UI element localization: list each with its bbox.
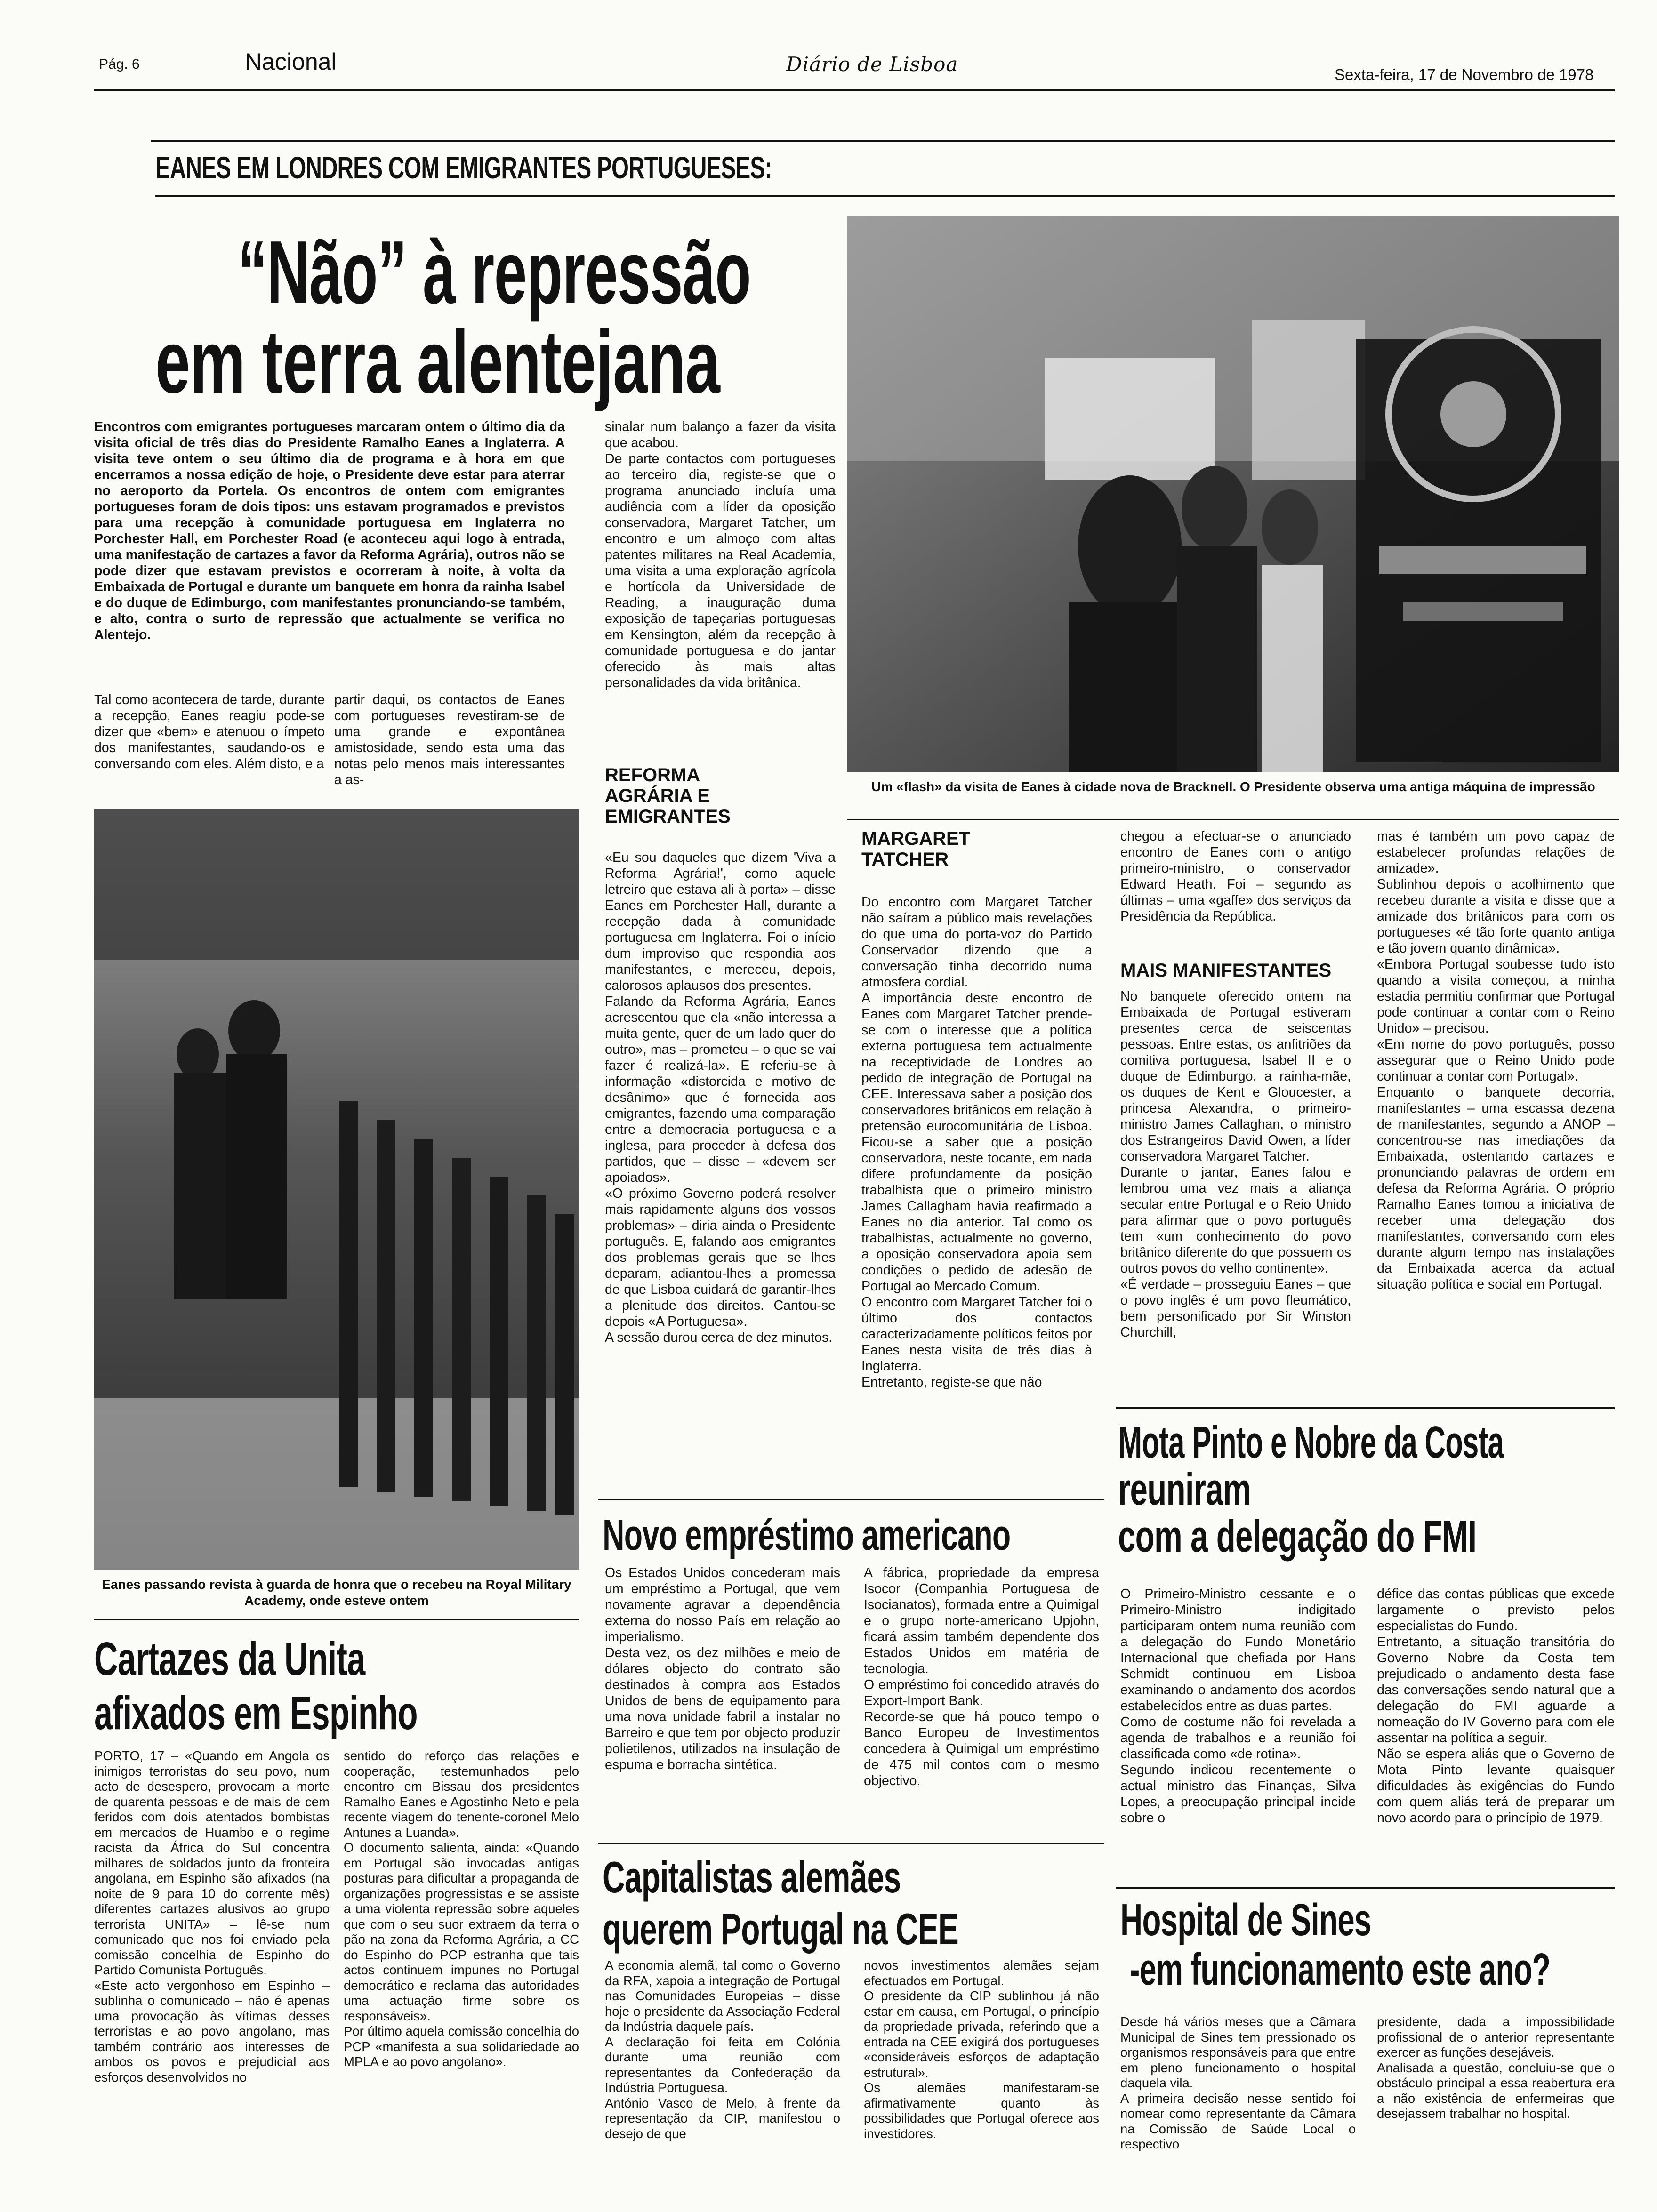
sines-headline-line1: Hospital de Sines: [1120, 1895, 1371, 1945]
main-col-3b: «Eu sou daqueles que dizem 'Viva a Reforma Agrária!', como aquele letreiro que estava ali à porta» – disse Eanes em Porchester Hall, durante a recepção dada à comunidade portuguesa em Inglaterra. Foi o início dum improviso que respondia aos manifestantes, e mereceu, depois, calorosos aplausos dos presentes. Falando da Reforma Agrária, Eanes acrescentou que ela «não interessa a muita gente, quer de um lado quer do outro», mas – prometeu – o que se vai fazer é realizá-la». E referiu-se à informação «distorcida e motivo de desânimo» que é fornecida aos emigrantes, fazendo uma comparação entre a democracia portuguesa e a inglesa, para proceder à defesa dos partidos, que – disse – «devem ser apoiados». «O próximo Governo poderá resolver mais rapidamente alguns dos vossos problemas» – diria ainda o Presidente português. E, falando aos emigrantes dos problemas gerais que se lhes deparam, adiantou-lhes a promessa de que Lisboa cuidará de garantir-lhes a plenitude dos direitos. Cantou-se depois «A Portuguesa». A sessão durou cerca de dez minutos.: [605, 850, 836, 1345]
capitalistas-col-2: novos investimentos alemães sejam efectuados em Portugal. O presidente da CIP sublinhou já não estar em causa, em Portugal, o princípio da propriedade privada, referindo que a entrada na CEE exigirá dos portugueses «consideráveis esforços de adaptação estrutural». Os alemães manifestaram-se afirmativamente quanto às possibilidades que Portugal oferece aos investidores.: [864, 1958, 1099, 2141]
main-col-6: mas é também um povo capaz de estabelecer profundas relações de amizade». Sublinhou depois o acolhimento que recebeu durante a visita e disse que a amizade dos britânicos para com os portugueses «é tão forte quanto antiga e tão jovem quanto dinâmica». «Embora Portugal soubesse tudo isto quando a visita começou, a minha estadia permitiu confirmar que Portugal pode continuar a contar com o Reino Unido» – precisou. «Em nome do povo português, posso assegurar que o Reino Unido pode continuar a contar com Portugal». Enquanto o banquete decorria, manifestantes – uma escassa dezena de manifestantes, segundo a ANOP – concentrou-se nas imediações da Embaixada, ostentando cartazes e pronunciando palavras de ordem em defesa da Reforma Agrária. O próprio Ramalho Eanes tomou a iniciativa de receber uma delegação dos manifestantes, conversando com eles durante algum tempo nas instalações da Embaixada acerca da actual situação política e social em Portugal.: [1377, 829, 1615, 1292]
kicker-headline: EANES EM LONDRES COM EMIGRANTES PORTUGUESES:: [155, 150, 772, 185]
emprestimo-top-rule: [598, 1499, 1104, 1500]
kicker-rule: [151, 140, 1615, 142]
sines-top-rule: [1116, 1887, 1615, 1889]
section-name: Nacional: [245, 48, 337, 75]
bracknell-photo: [847, 216, 1619, 772]
main-col-2: partir daqui, os contactos de Eanes com portugueses revestiram-se de uma grande e expontânea amistosidade, sendo esta uma das notas pelo menos mais interessantes a as-: [334, 692, 565, 787]
unita-col-1: PORTO, 17 – «Quando em Angola os inimigos terroristas do seu povo, num acto de desespero, provocam a morte de quarenta pessoas e de mais de cem feridos com dois atentados bombistas em mercados de Huambo e o regime racista da África do Sul concentra milhares de soldados junto da fronteira angolana, em Espinho são afixados (na noite de 9 para 10 do corrente mês) diferentes cartazes alusivos ao grupo terrorista UNITA» – lê-se num comunicado que nos foi enviado pela comissão concelhia de Espinho do Partido Comunista Português. «Este acto vergonhoso em Espinho – sublinha o comunicado – não é apenas uma provocação às vítimas desses terroristas e ao povo angolano, mas também contrário aos interesses de ambos os povos e prejudicial aos esforços desenvolvidos no: [94, 1748, 330, 2084]
mota-pinto-headline-line3: com a delegação do FMI: [1118, 1511, 1477, 1562]
subhead-reforma-agraria: REFORMA AGRÁRIA E EMIGRANTES: [605, 765, 731, 827]
main-lead: Encontros com emigrantes portugueses marcaram ontem o último dia da visita oficial de três dias do Presidente Ramalho Eanes a Inglaterra. A visita teve ontem o seu último dia de programa e à hora em que encerramos a nossa edição de hoje, o Presidente deve estar para aterrar no aeroporto da Portela. Os encontros de ontem com emigrantes portugueses foram de dois tipos: uns estavam programados e previstos para uma recepção à comunidade portuguesa em Inglaterra no Porchester Hall, em Porchester Road (e aconteceu aqui logo à entrada, uma manifestação de cartazes a favor da Reforma Agrária), outros não se pode dizer que estavam previstos e ocorreram à noite, à volta da Embaixada de Portugal e durante um banquete em honra da rainha Isabel e do duque de Edimburgo, com manifestantes pronunciando-se também, e alto, contra o surto de repressão que actualmente se verifica no Alentejo.: [94, 419, 565, 642]
unita-top-rule: [94, 1619, 579, 1620]
mota-pinto-headline-line1: Mota Pinto e Nobre da Costa: [1118, 1417, 1504, 1467]
capitalistas-col-1: A economia alemã, tal como o Governo da RFA, xapoia a integração de Portugal nas Comunidades Europeias – disse hoje o presidente da Associação Federal da Indústria daquele país. A declaração foi feita em Colónia durante uma reunião com representantes da Confederação da Indústria Portuguesa. António Vasco de Melo, à frente da representação da CIP, manifestou o desejo de que: [605, 1958, 840, 2141]
masthead-rule: [94, 89, 1615, 91]
guard-photo-caption: Eanes passando revista à guarda de honra que o recebeu na Royal Military Academy, onde esteve ontem: [102, 1577, 571, 1608]
main-col-5b: No banquete oferecido ontem na Embaixada de Portugal estiveram presentes cerca de seiscentas pessoas. Entre estas, os anfitriões da comitiva portuguesa, Isabel II e o duque de Edimburgo, a rainha-mãe, os duques de Kent e Gloucester, a princesa Alexandra, o primeiro-ministro James Callaghan, o ministro dos Estrangeiros David Owen, a líder conservadora Margaret Tatcher. Durante o jantar, Eanes falou e lembrou uma vez mais a aliança secular entre Portugal e o Reio Unido para afirmar que o povo português tem «um conhecimento do povo britânico diferente do que possuem os outros povos do velho continente». «É verdade – prosseguiu Eanes – que o povo inglês é um povo fleumático, bem personificado por Sir Winston Churchill,: [1120, 989, 1351, 1340]
capitalistas-headline-line1: Capitalistas alemães: [603, 1852, 901, 1902]
guard-of-honour-photo: [94, 809, 579, 1570]
main-col-4: Do encontro com Margaret Tatcher não saíram a público mais revelações do que uma do porta-voz do Partido Conservador dizendo que a conversação tinha decorrido numa atmosfera cordial. A importância deste encontro de Eanes com Margaret Tatcher prende-se com o interesse que a política externa portuguesa tem actualmente na receptividade de Londres ao pedido de integração de Portugal na CEE. Interessava saber a posição dos conservadores britânicos em relação à pretensão eurocomunitária de Lisboa. Ficou-se a saber que a posição conservadora, neste tocante, em nada difere profundamente da posição trabalhista que o primeiro ministro James Callagham havia reafirmado a Eanes no dia anterior. Tal como os trabalhistas, actualmente no governo, a oposição conservadora apoia sem condições o pedido de adesão de Portugal ao Mercado Comum. O encontro com Margaret Tatcher foi o último dos contactos caracterizadamente políticos feitos por Eanes nesta visita de três dias à Inglaterra. Entretanto, registe-se que não: [861, 895, 1092, 1390]
newspaper-title: Diário de Lisboa: [786, 53, 958, 76]
sines-col-2: presidente, dada a impossibilidade profissional de o anterior representante exercer as funções desejáveis. Analisada a questão, concluiu-se que o obstáculo principal a essa reabertura era a não existência de enfermeiras que desejassem trabalhar no hospital.: [1377, 2014, 1615, 2121]
subhead-mais-manifestantes: MAIS MANIFESTANTES: [1120, 960, 1332, 981]
capitalistas-top-rule: [598, 1843, 1104, 1844]
mota-pinto-col-2: défice das contas públicas que excede largamente o previsto pelos especialistas do Fundo. Entretanto, a situação transitória do Governo Nobre da Costa tem prejudicado o andamento desta fase das conversações sendo natural que a delegação do FMI aguarde a nomeação do IV Governo para com ele assentar na política a seguir. Não se espera aliás que o Governo de Mota Pinto levante quaisquer dificuldades às exigências do Fundo com quem aliás terá de preparar um novo acordo para o princípio de 1979.: [1377, 1587, 1615, 1826]
mota-pinto-headline-line2: reuniram: [1118, 1464, 1251, 1515]
issue-date: Sexta-feira, 17 de Novembro de 1978: [1335, 66, 1594, 83]
main-col-5a: chegou a efectuar-se o anunciado encontro de Eanes com o antigo primeiro-ministro, o conservador Edward Heath. Foi – segundo as últimas – uma «gaffe» dos serviços da Presidência da República.: [1120, 829, 1351, 924]
unita-col-2: sentido do reforço das relações e cooperação, testemunhados pelo encontro em Bissau dos presidentes Ramalho Eanes e Agostinho Neto e pela recente viagem do tenente-coronel Melo Antunes a Luanda». O documento salienta, ainda: «Quando em Portugal são invocadas antigas posturas para dificultar a propaganda de organizações progressistas e se assiste a uma violenta repressão sobre aqueles que com o seu suor extraem da terra o pão na zona da Reforma Agrária, a CC do Espinho do PCP estranha que tais actos continuem impunes no Portugal democrático e reclama das autoridades uma actuação firme sobre os responsáveis». Por último aquela comissão concelhia do PCP «manifesta a sua solidariedade ao MPLA e ao povo angolano».: [344, 1748, 579, 2069]
main-col-1: Tal como acontecera de tarde, durante a recepção, Eanes reagiu pode-se dizer que «bem» e atenuou o ímpeto dos manifestantes, saudando-os e conversando com eles. Além disto, e a: [94, 692, 325, 771]
main-headline-line1: “Não” à repressão: [238, 223, 751, 322]
unita-headline-line2: afixados em Espinho: [94, 1687, 418, 1739]
emprestimo-col-1: Os Estados Unidos concederam mais um empréstimo a Portugal, que vem novamente agravar a dependência externa do nosso País em relação ao imperialismo. Desta vez, os dez milhões e meio de dólares objecto do contrato são destinados à compra aos Estados Unidos de bens de equipamento para uma nova unidade fabril a instalar no Barreiro e que tem por objecto produzir polietilenos, utilizados na insulação de espuma e borracha sintética.: [605, 1565, 840, 1772]
bracknell-photo-art: [847, 216, 1619, 772]
subhead-margaret-tatcher: MARGARET TATCHER: [861, 828, 971, 870]
emprestimo-col-2: A fábrica, propriedade da empresa Isocor (Companhia Portuguesa de Isocianatos), formada entre a Quimigal e o grupo norte-americano Upjohn, ficará assim também dependente dos Estados Unidos em matéria de tecnologia. O empréstimo foi concedido através do Export-Import Bank. Recorde-se que há pouco tempo o Banco Europeu de Investimentos concedera à Quimigal um empréstimo de 475 mil contos com o mesmo objectivo.: [864, 1565, 1099, 1788]
sines-headline-line2: -em funcionamento este ano?: [1130, 1944, 1551, 1995]
guard-of-honour-photo-art: [94, 809, 579, 1570]
mota-pinto-top-rule: [1116, 1407, 1615, 1409]
bracknell-photo-caption: Um «flash» da visita de Eanes à cidade nova de Bracknell. O Presidente observa uma antiga máquina de impressão: [871, 779, 1595, 794]
kicker-under-rule: [155, 195, 1615, 197]
main-headline-line2: em terra alentejana: [155, 312, 720, 412]
sines-col-1: Desde há vários meses que a Câmara Municipal de Sines tem pressionado os organismos responsáveis para que entre em pleno funcionamento o hospital daquela vila. A primeira decisão nesse sentido foi nomear como representante da Câmara na Comissão de Saúde Local o respectivo: [1120, 2014, 1356, 2151]
caption-rule: [847, 819, 1619, 820]
unita-headline-line1: Cartazes da Unita: [94, 1633, 365, 1685]
mota-pinto-col-1: O Primeiro-Ministro cessante e o Primeiro-Ministro indigitado participaram ontem numa reunião com a delegação do Fundo Monetário Internacional que chefiada por Hans Schmidt continuou em Lisboa examinando o andamento dos acordos estabelecidos entre as duas partes. Como de costume não foi revelada a agenda de trabalhos e a reunião foi classificada como «de rotina». Segundo indicou recentemente o actual ministro das Finanças, Silva Lopes, a preocupação principal incide sobre o: [1120, 1587, 1356, 1826]
capitalistas-headline-line2: querem Portugal na CEE: [603, 1904, 959, 1954]
main-col-3: sinalar num balanço a fazer da visita que acabou. De parte contactos com portugueses ao terceiro dia, registe-se que o programa anunciado incluía uma audiência com a líder da oposição conservadora, Margaret Tatcher, um encontro e um almoço com altas patentes militares na Real Academia, uma visita a uma exploração agrícola e hortícola da Universidade de Reading, a inauguração duma exposição de tapeçarias portuguesas em Kensington, além da recepção à comunidade portuguesa e do jantar oferecido às mais altas personalidades da vida britânica.: [605, 419, 836, 690]
emprestimo-headline: Novo empréstimo americano: [603, 1511, 1011, 1559]
page-number: Pág. 6: [99, 56, 140, 72]
